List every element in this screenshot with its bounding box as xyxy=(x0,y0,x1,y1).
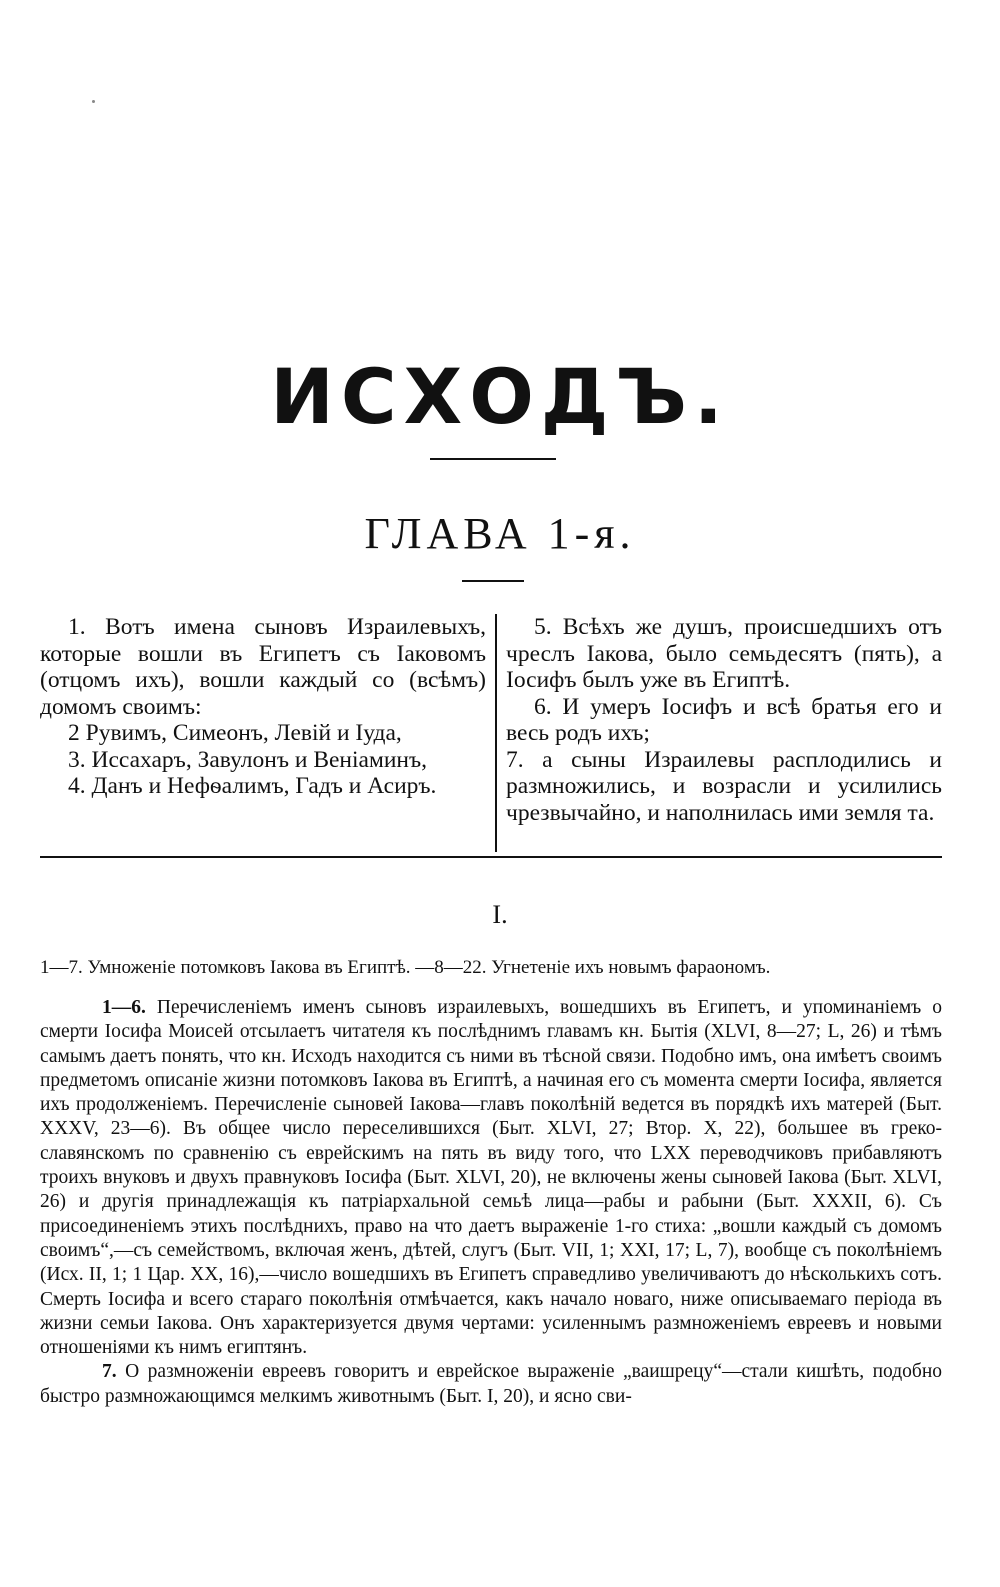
commentary-text: Перечисленіемъ именъ сыновъ израилевыхъ, вошедшихъ въ Египетъ, и упоминаніемъ о смерти Іосифа Моисей отсылаетъ читателя къ послѣднимъ главамъ кн. Бытія (XLVI, 8—27; L, 26) и тѣмъ самымъ даетъ понять, что кн. Исходъ находится съ ними въ тѣсной связи. Подобно имъ, она имѣетъ своимъ предметомъ описаніе жизни потомковъ Іакова въ Египтѣ, а начиная его съ момента смерти Іосифа, является ихъ продолженіемъ. Перечисленіе сыновей Іакова—главъ поколѣній ведется въ порядкѣ ихъ матерей (Быт. XXXV, 23—6). Въ общее число переселившихся (Быт. XLVI, 27; Втор. X, 22), большее въ греко-славянскомъ по сравненію съ еврейскимъ на пять въ виду того, что LXX переводчиковъ прибавляютъ троихъ внуковъ и двухъ правнуковъ Іосифа (Быт. XLVI, 20), не включены жены сыновей Іакова (Быт. XLVI, 26) и другія принадлежащія къ патріархальной семьѣ лица—рабы и рабыни (Быт. XXXII, 6). Съ присоединеніемъ этихъ послѣднихъ, право на что даетъ выраженіе 1-го стиха: „вошли каждый съ домомъ своимъ“,—съ семействомъ, включая женъ, дѣтей, слугъ (Быт. VII, 1; XXI, 17; L, 7), вообще съ поколѣніемъ (Исх. II, 1; 1 Цар. XX, 16),—число вошедшихъ въ Египетъ справедливо увеличиваютъ до нѣсколькихъ сотъ. Смерть Іосифа и всего стараго поколѣнія отмѣчается, какъ начало новаго, ниже описываемаго періода въ жизни семьи Іакова. Онъ характеризуется двумя чертами: усиленнымъ размноженіемъ евреевъ и новыми отношеніями къ нимъ египтянъ. xyxy=(40,997,942,1359)
verse-3: 3. Иссахаръ, Завулонъ и Веніаминъ, xyxy=(68,746,428,773)
commentary xyxy=(40,996,942,1409)
verse-1: 1. Вотъ имена сыновъ Израилевыхъ, которые вошли въ Египетъ съ Іаковомъ (отцомъ ихъ), вошли каждый со (всѣмъ) домомъ своимъ: xyxy=(40,614,486,720)
verse-reference: 1—6. xyxy=(102,997,146,1018)
section-number: I. xyxy=(492,900,508,929)
scan-speck xyxy=(92,100,95,103)
verse-7: 7. а сыны Израилевы расплодились и размножились, и возрасли и усилились чрезвычайно, и наполнилась ими земля та. xyxy=(506,746,942,826)
title-rule xyxy=(430,458,556,460)
verse-2: 2 Рувимъ, Симеонъ, Левій и Іуда, xyxy=(68,720,402,746)
book-title: ИСХОДЪ. xyxy=(270,352,730,441)
column-divider xyxy=(495,614,497,852)
verse-reference: 7. xyxy=(102,1361,117,1383)
chapter-rule xyxy=(462,580,524,582)
verse-4: 4. Данъ и Нефѳалимъ, Гадъ и Асиръ. xyxy=(68,773,437,799)
scripture-right-column xyxy=(506,614,942,826)
verse-6: 6. И умеръ Іосифъ и всѣ братья его и весь родъ ихъ; xyxy=(506,693,942,746)
commentary-text: О размноженіи евреевъ говоритъ и еврейское выраженіе „ваишрецу“—стали кишѣть, подобно быстро размножающимся мелкимъ животнымъ (Быт. I, 20), и ясно сви- xyxy=(40,1361,943,1407)
scripture-bottom-rule xyxy=(40,856,942,858)
scripture-left-column xyxy=(40,614,486,800)
scripture-columns xyxy=(40,614,942,854)
section-summary: 1—7. Умноженіе потомковъ Іакова въ Египтѣ. —8—22. Угнетеніе ихъ новымъ фараономъ. xyxy=(40,957,771,978)
verse-5: 5. Всѣхъ же душъ, происшедшихъ отъ чреслъ Іакова, было семьдесятъ (пять), а Іосифъ былъ уже въ Египтѣ. xyxy=(506,614,942,693)
commentary-paragraph xyxy=(40,1360,942,1409)
chapter-heading: ГЛАВА 1-я. xyxy=(364,509,636,558)
commentary-paragraph xyxy=(40,996,942,1360)
